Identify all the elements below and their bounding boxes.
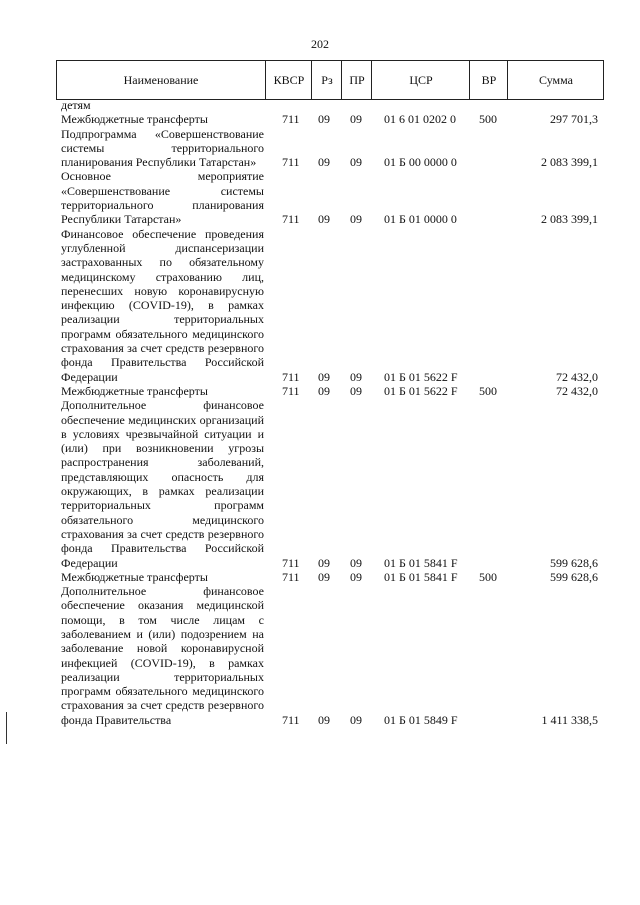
table-row: [0, 584, 640, 727]
row-rz: 09: [318, 112, 330, 127]
row-pr: 09: [350, 212, 362, 227]
row-kvsr: 711: [282, 712, 300, 727]
table-row: [0, 227, 640, 384]
row-sum: 72 432,0: [556, 369, 598, 384]
row-pr: 09: [350, 155, 362, 170]
row-pr: 09: [350, 112, 362, 127]
row-pr: 09: [350, 712, 362, 727]
row-rz: 09: [318, 212, 330, 227]
table-row: [0, 570, 640, 584]
row-vr: 500: [479, 383, 497, 398]
column-header-sum: Сумма: [507, 61, 604, 99]
table-row: [0, 398, 640, 570]
row-sum: 599 628,6: [550, 569, 598, 584]
column-header-csr: ЦСР: [371, 61, 470, 99]
row-sum: 2 083 399,1: [541, 155, 598, 170]
table-row: [0, 169, 640, 226]
row-vr: 500: [479, 112, 497, 127]
column-header-rz: Рз: [311, 61, 342, 99]
row-kvsr: 711: [282, 383, 300, 398]
row-name: Межбюджетные трансферты: [61, 112, 208, 127]
row-csr: 01 Б 01 0000 0: [384, 212, 457, 227]
table-row: [0, 384, 640, 398]
row-name: Подпрограмма «Совершенствование системы территориального планирования Республики Татарстан»: [61, 126, 264, 170]
table-row: [0, 112, 640, 126]
column-header-kvsr: КВСР: [265, 61, 312, 99]
row-name: Дополнительное финансовое обеспечение оказания медицинской помощи, в том числе лицам с заболеванием и (или) подозрением на заболевание новой коронавирусной инфекцией (COVID-19), в рамках реализации территориальных программ обязательного медицинского страхования за счет средств резервного фонда Правительства: [61, 584, 264, 727]
row-sum: 297 701,3: [550, 112, 598, 127]
row-sum: 2 083 399,1: [541, 212, 598, 227]
row-rz: 09: [318, 155, 330, 170]
row-name: Финансовое обеспечение проведения углубленной диспансеризации застрахованных по обязательному медицинскому страхованию лиц, перенесших новую коронавирусную инфекцию (COVID-19), в рамках реализации территориальных программ обязательного медицинского страхования за счет средств резервного фонда Правительства Российской Федерации: [61, 226, 264, 384]
margin-mark: [6, 712, 7, 744]
row-kvsr: 711: [282, 112, 300, 127]
row-sum: 1 411 338,5: [541, 712, 598, 727]
row-name: Основное мероприятие «Совершенствование системы территориального планирования Республики Татарстан»: [61, 169, 264, 227]
table-row: [0, 127, 640, 170]
row-name: Дополнительное финансовое обеспечение медицинских организаций в условиях чрезвычайной ситуации и (или) при возникновении угрозы распространения заболеваний, представляющих опасность для окружающих, в рамках реализации территориальных программ обязательного медицинского страхования за счет средств резервного фонда Правительства Российской Федерации: [61, 398, 264, 570]
page-number: 202: [311, 37, 329, 51]
row-sum: 72 432,0: [556, 383, 598, 398]
row-rz: 09: [318, 569, 330, 584]
row-kvsr: 711: [282, 212, 300, 227]
row-pr: 09: [350, 383, 362, 398]
row-csr: 01 Б 00 0000 0: [384, 155, 457, 170]
row-rz: 09: [318, 383, 330, 398]
row-rz: 09: [318, 555, 330, 570]
row-csr: 01 Б 01 5841 F: [384, 569, 458, 584]
table-row: [0, 98, 640, 112]
column-header-vr: ВР: [469, 61, 508, 99]
column-header-pr: ПР: [341, 61, 372, 99]
row-pr: 09: [350, 369, 362, 384]
row-name: Межбюджетные трансферты: [61, 569, 208, 584]
table-header: [56, 60, 604, 100]
row-csr: 01 Б 01 5849 F: [384, 712, 458, 727]
row-vr: 500: [479, 569, 497, 584]
row-kvsr: 711: [282, 155, 300, 170]
row-csr: 01 Б 01 5841 F: [384, 555, 458, 570]
column-header-name: Наименование: [123, 73, 199, 87]
row-csr: 01 Б 01 5622 F: [384, 369, 458, 384]
row-sum: 599 628,6: [550, 555, 598, 570]
row-rz: 09: [318, 712, 330, 727]
row-name: Межбюджетные трансферты: [61, 383, 208, 398]
row-kvsr: 711: [282, 569, 300, 584]
row-csr: 01 Б 01 5622 F: [384, 383, 458, 398]
row-pr: 09: [350, 555, 362, 570]
row-kvsr: 711: [282, 369, 300, 384]
row-csr: 01 6 01 0202 0: [384, 112, 456, 127]
row-name: детям: [61, 98, 91, 112]
table-body: [0, 98, 640, 727]
row-kvsr: 711: [282, 555, 300, 570]
row-pr: 09: [350, 569, 362, 584]
row-rz: 09: [318, 369, 330, 384]
